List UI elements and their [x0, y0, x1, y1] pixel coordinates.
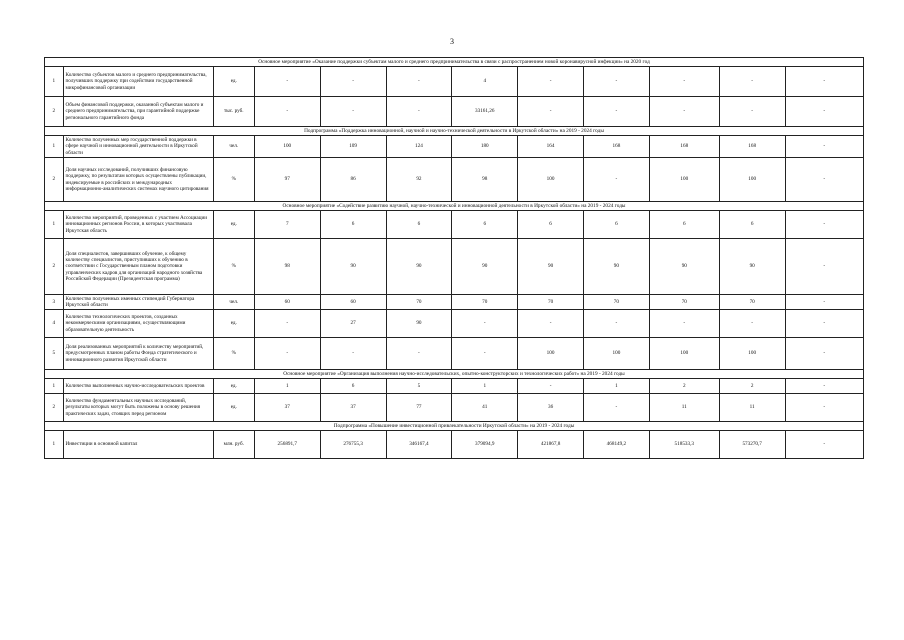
indicator-name: Доля реализованных мероприятий к количеству мероприятий, предусмотренных планом работы Фонда стратегического и инновационного развития Иркутской области	[63, 338, 213, 370]
unit-cell: %	[213, 158, 254, 202]
value-cell: 90	[583, 239, 649, 295]
value-cell: 90	[719, 239, 785, 295]
value-cell: -	[649, 67, 719, 97]
value-cell: 11	[649, 394, 719, 422]
value-cell: 6	[320, 211, 386, 239]
value-cell: 6	[583, 211, 649, 239]
value-cell: -	[719, 97, 785, 127]
value-cell: -	[320, 338, 386, 370]
value-cell: -	[785, 97, 863, 127]
value-cell: -	[518, 310, 584, 338]
value-cell: 100	[583, 338, 649, 370]
value-cell: -	[320, 67, 386, 97]
row-number: 1	[45, 211, 64, 239]
value-cell: 1	[583, 379, 649, 394]
unit-cell: чел.	[213, 136, 254, 158]
table-body	[45, 58, 864, 459]
value-cell: 98	[254, 239, 320, 295]
indicator-name: Объем финансовой поддержки, оказанной субъектам малого и среднего предпринимательства, при гарантийной поддержке регионального гарантийного фонда	[63, 97, 213, 127]
value-cell: 90	[452, 239, 518, 295]
value-cell: 98	[452, 158, 518, 202]
table-row	[45, 239, 864, 295]
value-cell: 90	[320, 239, 386, 295]
unit-cell: ед.	[213, 379, 254, 394]
indicator-name: Количество фундаментальных научных исследований, результаты которых могут быть положены в основу решения практических задач, стоящих перед регионом	[63, 394, 213, 422]
table-row	[45, 211, 864, 239]
value-cell: 41	[452, 394, 518, 422]
table-row	[45, 394, 864, 422]
section-heading-row	[45, 202, 864, 211]
value-cell: -	[785, 136, 863, 158]
value-cell: 70	[649, 295, 719, 310]
section-heading-row	[45, 127, 864, 136]
value-cell: 518533,3	[649, 431, 719, 459]
value-cell: 100	[649, 158, 719, 202]
value-cell: -	[649, 97, 719, 127]
value-cell: 70	[518, 295, 584, 310]
value-cell: 60	[320, 295, 386, 310]
value-cell: -	[785, 67, 863, 97]
value-cell: -	[386, 338, 452, 370]
indicator-name: Доля научных исследований, получивших финансовую поддержку, по результатам которых осуществлены публикации, индексируемые в российских и международных информационно-аналитических системах научного цитирования	[63, 158, 213, 202]
unit-cell: ед.	[213, 67, 254, 97]
value-cell: 6	[518, 211, 584, 239]
value-cell: 124	[386, 136, 452, 158]
value-cell: 90	[518, 239, 584, 295]
row-number: 5	[45, 338, 64, 370]
value-cell: 573270,7	[719, 431, 785, 459]
table-row	[45, 310, 864, 338]
value-cell: -	[785, 379, 863, 394]
value-cell: 77	[386, 394, 452, 422]
value-cell: -	[649, 310, 719, 338]
value-cell: -	[386, 67, 452, 97]
table-row	[45, 67, 864, 97]
row-number: 2	[45, 158, 64, 202]
section-heading: Подпрограмма «Поддержка инновационной, научной и научно-технической деятельности в Иркутской области» на 2019 - 2024 годы	[45, 127, 864, 136]
section-heading-row	[45, 58, 864, 67]
value-cell: -	[583, 310, 649, 338]
value-cell: -	[583, 158, 649, 202]
value-cell: 37	[320, 394, 386, 422]
unit-cell: ед.	[213, 310, 254, 338]
value-cell: -	[583, 97, 649, 127]
value-cell: -	[719, 67, 785, 97]
value-cell: 92	[386, 158, 452, 202]
value-cell: 6	[649, 211, 719, 239]
value-cell: 4	[452, 67, 518, 97]
value-cell: 27	[320, 310, 386, 338]
value-cell: -	[254, 310, 320, 338]
value-cell: -	[320, 97, 386, 127]
value-cell: 90	[386, 239, 452, 295]
value-cell: 6	[386, 211, 452, 239]
value-cell: -	[254, 97, 320, 127]
table-row	[45, 295, 864, 310]
value-cell: 36	[518, 394, 584, 422]
value-cell: 1	[254, 379, 320, 394]
value-cell: 168	[719, 136, 785, 158]
indicator-name: Количество мероприятий, проведенных с участием Ассоциации инновационных регионов России, в которых участвовала Иркутская область	[63, 211, 213, 239]
value-cell: 7	[254, 211, 320, 239]
value-cell: -	[785, 394, 863, 422]
value-cell: 1	[452, 379, 518, 394]
value-cell: -	[518, 379, 584, 394]
value-cell: -	[785, 295, 863, 310]
value-cell: 100	[518, 158, 584, 202]
section-heading: Основное мероприятие «Оказание поддержки субъектам малого и среднего предпринимательства в связи с распространением новой коронавирусной инфекции» на 2020 год	[45, 58, 864, 67]
value-cell: 97	[254, 158, 320, 202]
section-heading: Основное мероприятие «Содействие развитию научной, научно-технической и инновационной деятельности в Иркутской области» на 2019 - 2024 годы	[45, 202, 864, 211]
value-cell: -	[785, 239, 863, 295]
value-cell: 86	[320, 158, 386, 202]
value-cell: 468149,2	[583, 431, 649, 459]
unit-cell: млн. руб.	[213, 431, 254, 459]
value-cell: 109	[320, 136, 386, 158]
value-cell: 2	[719, 379, 785, 394]
value-cell: -	[719, 310, 785, 338]
value-cell: 164	[518, 136, 584, 158]
value-cell: 33161,26	[452, 97, 518, 127]
value-cell: 180	[452, 136, 518, 158]
value-cell: 70	[719, 295, 785, 310]
section-heading: Основное мероприятие «Организация выполнения научно-исследовательских, опытно-конструкторских и технологических работ» на 2019 - 2024 годы	[45, 370, 864, 379]
value-cell: 90	[649, 239, 719, 295]
value-cell: 2	[649, 379, 719, 394]
unit-cell: ед.	[213, 211, 254, 239]
value-cell: 100	[518, 338, 584, 370]
value-cell: -	[452, 310, 518, 338]
value-cell: 346167,4	[386, 431, 452, 459]
section-heading: Подпрограмма «Повышение инвестиционной привлекательности Иркутской области» на 2019 - 2024 годы	[45, 422, 864, 431]
value-cell: 6	[320, 379, 386, 394]
value-cell: -	[785, 431, 863, 459]
unit-cell: ед.	[213, 394, 254, 422]
row-number: 2	[45, 97, 64, 127]
value-cell: 5	[386, 379, 452, 394]
value-cell: 379094,9	[452, 431, 518, 459]
indicator-name: Количество технологических проектов, созданных некоммерческими организациями, осуществляющими образовательную деятельность	[63, 310, 213, 338]
section-heading-row	[45, 422, 864, 431]
value-cell: 6	[452, 211, 518, 239]
indicator-name: Количество субъектов малого и среднего предпринимательства, получивших поддержку при содействии государственной микрофинансовой организации	[63, 67, 213, 97]
value-cell: 60	[254, 295, 320, 310]
value-cell: -	[386, 97, 452, 127]
value-cell: 168	[583, 136, 649, 158]
indicator-name: Количество полученных именных стипендий Губернатора Иркутской области	[63, 295, 213, 310]
value-cell: 256891,7	[254, 431, 320, 459]
value-cell: 6	[719, 211, 785, 239]
value-cell: 70	[452, 295, 518, 310]
value-cell: -	[785, 310, 863, 338]
value-cell: -	[583, 67, 649, 97]
unit-cell: тыс. руб.	[213, 97, 254, 127]
unit-cell: чел.	[213, 295, 254, 310]
value-cell: 11	[719, 394, 785, 422]
table-row	[45, 136, 864, 158]
value-cell: 100	[719, 158, 785, 202]
value-cell: -	[785, 158, 863, 202]
indicator-name: Инвестиции в основной капитал	[63, 431, 213, 459]
table-row	[45, 379, 864, 394]
unit-cell: %	[213, 338, 254, 370]
table-row	[45, 431, 864, 459]
row-number: 1	[45, 136, 64, 158]
row-number: 4	[45, 310, 64, 338]
value-cell: -	[518, 97, 584, 127]
value-cell: -	[785, 211, 863, 239]
value-cell: 421867,8	[518, 431, 584, 459]
value-cell: 168	[649, 136, 719, 158]
table-row	[45, 338, 864, 370]
table-row	[45, 97, 864, 127]
row-number: 1	[45, 67, 64, 97]
row-number: 1	[45, 431, 64, 459]
value-cell: -	[518, 67, 584, 97]
value-cell: 37	[254, 394, 320, 422]
indicator-name: Количество выполненных научно-исследовательских проектов	[63, 379, 213, 394]
indicator-name: Доля специалистов, завершивших обучение, к общему количеству специалистов, приступивших к обучению в соответствии с Государственным планом подготовки управленческих кадров для организаций народного хозяйства Российской Федерации (Президентская программа)	[63, 239, 213, 295]
value-cell: 276755,3	[320, 431, 386, 459]
unit-cell: %	[213, 239, 254, 295]
value-cell: 100	[719, 338, 785, 370]
page-number: 3	[450, 37, 454, 46]
row-number: 2	[45, 239, 64, 295]
section-heading-row	[45, 370, 864, 379]
value-cell: 70	[583, 295, 649, 310]
value-cell: -	[785, 338, 863, 370]
row-number: 3	[45, 295, 64, 310]
value-cell: -	[583, 394, 649, 422]
indicators-table	[44, 57, 864, 459]
table-row	[45, 158, 864, 202]
indicator-name: Количество полученных мер государственной поддержки в сфере научной и инновационной деятельности в Иркутской области	[63, 136, 213, 158]
value-cell: 100	[649, 338, 719, 370]
value-cell: -	[254, 67, 320, 97]
row-number: 1	[45, 379, 64, 394]
value-cell: -	[452, 338, 518, 370]
value-cell: 90	[386, 310, 452, 338]
value-cell: 70	[386, 295, 452, 310]
value-cell: -	[254, 338, 320, 370]
value-cell: 100	[254, 136, 320, 158]
row-number: 2	[45, 394, 64, 422]
